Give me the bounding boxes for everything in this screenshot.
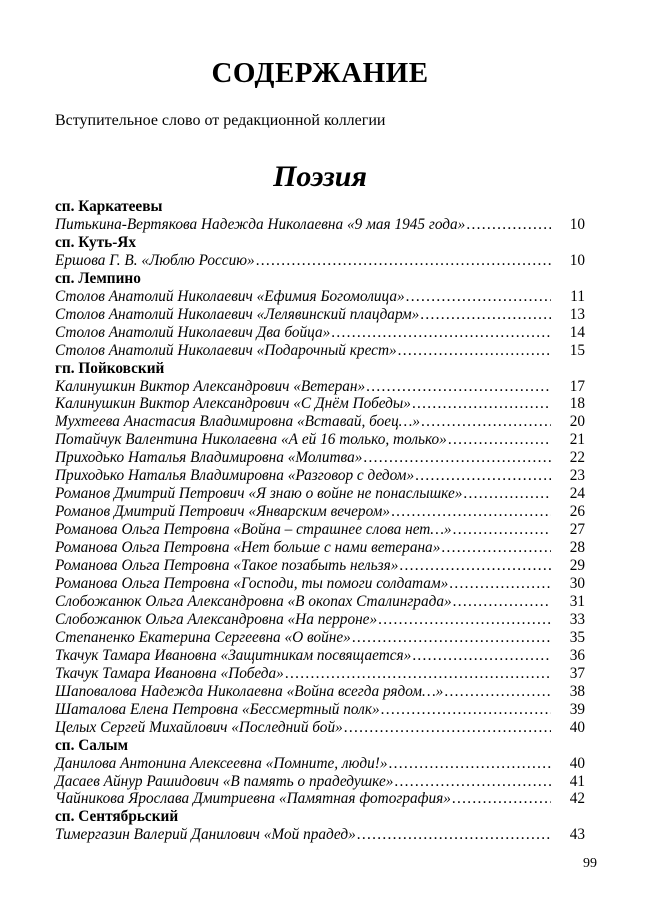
toc-entry bbox=[55, 629, 585, 647]
toc-entry bbox=[55, 431, 585, 449]
toc-entry bbox=[55, 611, 585, 629]
intro-line: Вступительное слово от редакционной коллегии bbox=[55, 112, 386, 129]
toc-group-header: сп. Куть-Ях bbox=[55, 233, 137, 251]
dot-leader bbox=[394, 773, 551, 791]
toc-entry-title: Ершова Г. В. «Люблю Россию» bbox=[55, 251, 255, 269]
dot-leader bbox=[420, 306, 551, 324]
toc-entry-title: Романова Ольга Петровна «Война – страшнее слова нет…» bbox=[55, 521, 452, 539]
toc-entry-title: Слобожанюк Ольга Александровна «На перроне» bbox=[55, 610, 378, 628]
toc-entry-page-number: 15 bbox=[569, 341, 585, 359]
toc-entry-page-number: 13 bbox=[569, 305, 585, 323]
toc-entry-title: Ткачук Тамара Ивановна «Защитникам посвящается» bbox=[55, 646, 412, 664]
toc-entry bbox=[55, 503, 585, 521]
toc-entry bbox=[55, 449, 585, 467]
toc-entry-title: Целых Сергей Михайлович «Последний бой» bbox=[55, 718, 343, 736]
toc-entry-title: Калинушкин Виктор Александрович «С Днём Победы» bbox=[55, 395, 411, 413]
toc-entry-page-number: 30 bbox=[569, 575, 585, 593]
toc-group-header: гп. Пойковский bbox=[55, 359, 165, 377]
toc-entry-title: Данилова Антонина Алексеевна «Помните, люди!» bbox=[55, 754, 388, 772]
toc-entry-page-number: 31 bbox=[569, 592, 585, 610]
toc-entry-page-number: 38 bbox=[569, 682, 585, 700]
dot-leader bbox=[352, 629, 551, 647]
dot-leader bbox=[285, 665, 551, 683]
toc-entry-page-number: 28 bbox=[569, 539, 585, 557]
dot-leader bbox=[441, 539, 551, 557]
toc-entry-page-number: 29 bbox=[569, 557, 585, 575]
toc-entry bbox=[55, 521, 585, 539]
toc-entry-page-number: 37 bbox=[569, 664, 585, 682]
toc-group-header: сп. Салым bbox=[55, 736, 129, 754]
toc-entry-title: Шаповалова Надежда Николаевна «Война всегда рядом…» bbox=[55, 682, 444, 700]
dot-leader bbox=[391, 503, 551, 521]
toc-entry-title: Тимергазин Валерий Данилович «Мой прадед» bbox=[55, 826, 356, 844]
dot-leader bbox=[466, 216, 551, 234]
toc-entry bbox=[55, 683, 585, 701]
toc-entry bbox=[55, 467, 585, 485]
toc-entry bbox=[55, 413, 585, 431]
dot-leader bbox=[357, 826, 551, 844]
toc-entry-page-number: 24 bbox=[569, 485, 585, 503]
toc-entry bbox=[55, 306, 585, 324]
dot-leader bbox=[398, 342, 551, 360]
dot-leader bbox=[453, 593, 551, 611]
footer-page-number: 99 bbox=[583, 856, 597, 871]
dot-leader bbox=[453, 521, 551, 539]
dot-leader bbox=[449, 575, 551, 593]
toc-entry-page-number: 21 bbox=[569, 431, 585, 449]
toc-entry bbox=[55, 395, 585, 413]
toc-entry-page-number: 41 bbox=[569, 772, 585, 790]
toc-group-header: сп. Лемпино bbox=[55, 269, 141, 287]
toc-entry-page-number: 11 bbox=[570, 287, 585, 305]
toc-entry bbox=[55, 324, 585, 342]
toc-entry-page-number: 23 bbox=[569, 467, 585, 485]
toc-entry-title: Романова Ольга Петровна «Такое позабыть нельзя» bbox=[55, 557, 399, 575]
toc-entry-page-number: 10 bbox=[569, 215, 585, 233]
toc-entry bbox=[55, 252, 585, 270]
dot-leader bbox=[378, 611, 551, 629]
toc-entry bbox=[55, 342, 585, 360]
dot-leader bbox=[412, 647, 551, 665]
toc-entry-title: Ткачук Тамара Ивановна «Победа» bbox=[55, 664, 284, 682]
toc-entry-title: Романов Дмитрий Петрович «Январским вечером» bbox=[55, 503, 391, 521]
toc-entry-title: Калинушкин Виктор Александрович «Ветеран» bbox=[55, 377, 366, 395]
toc-entry bbox=[55, 826, 585, 844]
toc bbox=[55, 198, 585, 844]
toc-entry-page-number: 26 bbox=[569, 503, 585, 521]
toc-entry-title: Столов Анатолий Николаевич «Ефимия Богомолица» bbox=[55, 287, 405, 305]
toc-entry bbox=[55, 557, 585, 575]
toc-entry-page-number: 35 bbox=[569, 628, 585, 646]
toc-entry-page-number: 33 bbox=[569, 610, 585, 628]
toc-entry bbox=[55, 773, 585, 791]
toc-group-header: сп. Сентябрьский bbox=[55, 808, 179, 826]
toc-entry bbox=[55, 288, 585, 306]
toc-entry bbox=[55, 647, 585, 665]
toc-entry-page-number: 22 bbox=[569, 449, 585, 467]
dot-leader bbox=[366, 378, 551, 396]
toc-entry-page-number: 39 bbox=[569, 700, 585, 718]
toc-entry-title: Романов Дмитрий Петрович «Я знаю о войне не понаслышке» bbox=[55, 485, 463, 503]
dot-leader bbox=[452, 790, 551, 808]
toc-entry bbox=[55, 719, 585, 737]
toc-entry bbox=[55, 539, 585, 557]
toc-entry-page-number: 17 bbox=[569, 377, 585, 395]
dot-leader bbox=[412, 395, 551, 413]
toc-entry bbox=[55, 575, 585, 593]
toc-entry-title: Столов Анатолий Николаевич «Лелявинский плацдарм» bbox=[55, 305, 420, 323]
toc-entry bbox=[55, 755, 585, 773]
toc-entry-title: Мухтеева Анастасия Владимировна «Вставай, боец…» bbox=[55, 413, 420, 431]
dot-leader bbox=[363, 449, 551, 467]
toc-entry-page-number: 20 bbox=[569, 413, 585, 431]
dot-leader bbox=[256, 252, 551, 270]
dot-leader bbox=[444, 683, 551, 701]
dot-leader bbox=[421, 413, 551, 431]
toc-entry-title: Потайчук Валентина Николаевна «А ей 16 только, только» bbox=[55, 431, 447, 449]
toc-group-header: сп. Каркатеевы bbox=[55, 198, 163, 215]
dot-leader bbox=[448, 431, 551, 449]
dot-leader bbox=[463, 485, 551, 503]
toc-entry bbox=[55, 701, 585, 719]
toc-entry-title: Романова Ольга Петровна «Нет больше с нами ветерана» bbox=[55, 539, 441, 557]
toc-entry bbox=[55, 790, 585, 808]
dot-leader bbox=[331, 324, 551, 342]
toc-entry-page-number: 43 bbox=[569, 826, 585, 844]
toc-entry-title: Столов Анатолий Николаевич «Подарочный крест» bbox=[55, 341, 397, 359]
toc-entry-page-number: 27 bbox=[569, 521, 585, 539]
dot-leader bbox=[389, 755, 551, 773]
toc-entry-title: Чайникова Ярослава Дмитриевна «Памятная фотография» bbox=[55, 790, 451, 808]
toc-entry-title: Шаталова Елена Петровна «Бессмертный полк» bbox=[55, 700, 380, 718]
page-title: СОДЕРЖАНИЕ bbox=[211, 57, 429, 89]
toc-entry bbox=[55, 593, 585, 611]
dot-leader bbox=[381, 701, 551, 719]
toc-entry bbox=[55, 378, 585, 396]
toc-entry-page-number: 42 bbox=[569, 790, 585, 808]
dot-leader bbox=[399, 557, 551, 575]
toc-entry-page-number: 14 bbox=[569, 323, 585, 341]
toc-entry-page-number: 40 bbox=[569, 754, 585, 772]
toc-entry-title: Приходько Наталья Владимировна «Молитва» bbox=[55, 449, 363, 467]
toc-entry-page-number: 18 bbox=[569, 395, 585, 413]
toc-entry bbox=[55, 485, 585, 503]
toc-entry-page-number: 10 bbox=[569, 251, 585, 269]
toc-entry-title: Столов Анатолий Николаевич Два бойца» bbox=[55, 323, 331, 341]
dot-leader bbox=[406, 288, 551, 306]
toc-entry-title: Питькина-Вертякова Надежда Николаевна «9 мая 1945 года» bbox=[55, 215, 466, 233]
toc-entry bbox=[55, 216, 585, 234]
dot-leader bbox=[344, 719, 551, 737]
dot-leader bbox=[415, 467, 551, 485]
part-heading-poetry: Поэзия bbox=[273, 160, 367, 193]
toc-entry bbox=[55, 665, 585, 683]
toc-entry-title: Степаненко Екатерина Сергеевна «О войне» bbox=[55, 628, 351, 646]
toc-entry-title: Романова Ольга Петровна «Господи, ты помоги солдатам» bbox=[55, 575, 449, 593]
toc-entry-page-number: 36 bbox=[569, 646, 585, 664]
toc-entry-page-number: 40 bbox=[569, 718, 585, 736]
toc-entry-title: Слобожанюк Ольга Александровна «В окопах Сталинграда» bbox=[55, 592, 452, 610]
toc-entry-title: Дасаев Айнур Рашидович «В память о прадедушке» bbox=[55, 772, 394, 790]
toc-entry-title: Приходько Наталья Владимировна «Разговор с дедом» bbox=[55, 467, 415, 485]
